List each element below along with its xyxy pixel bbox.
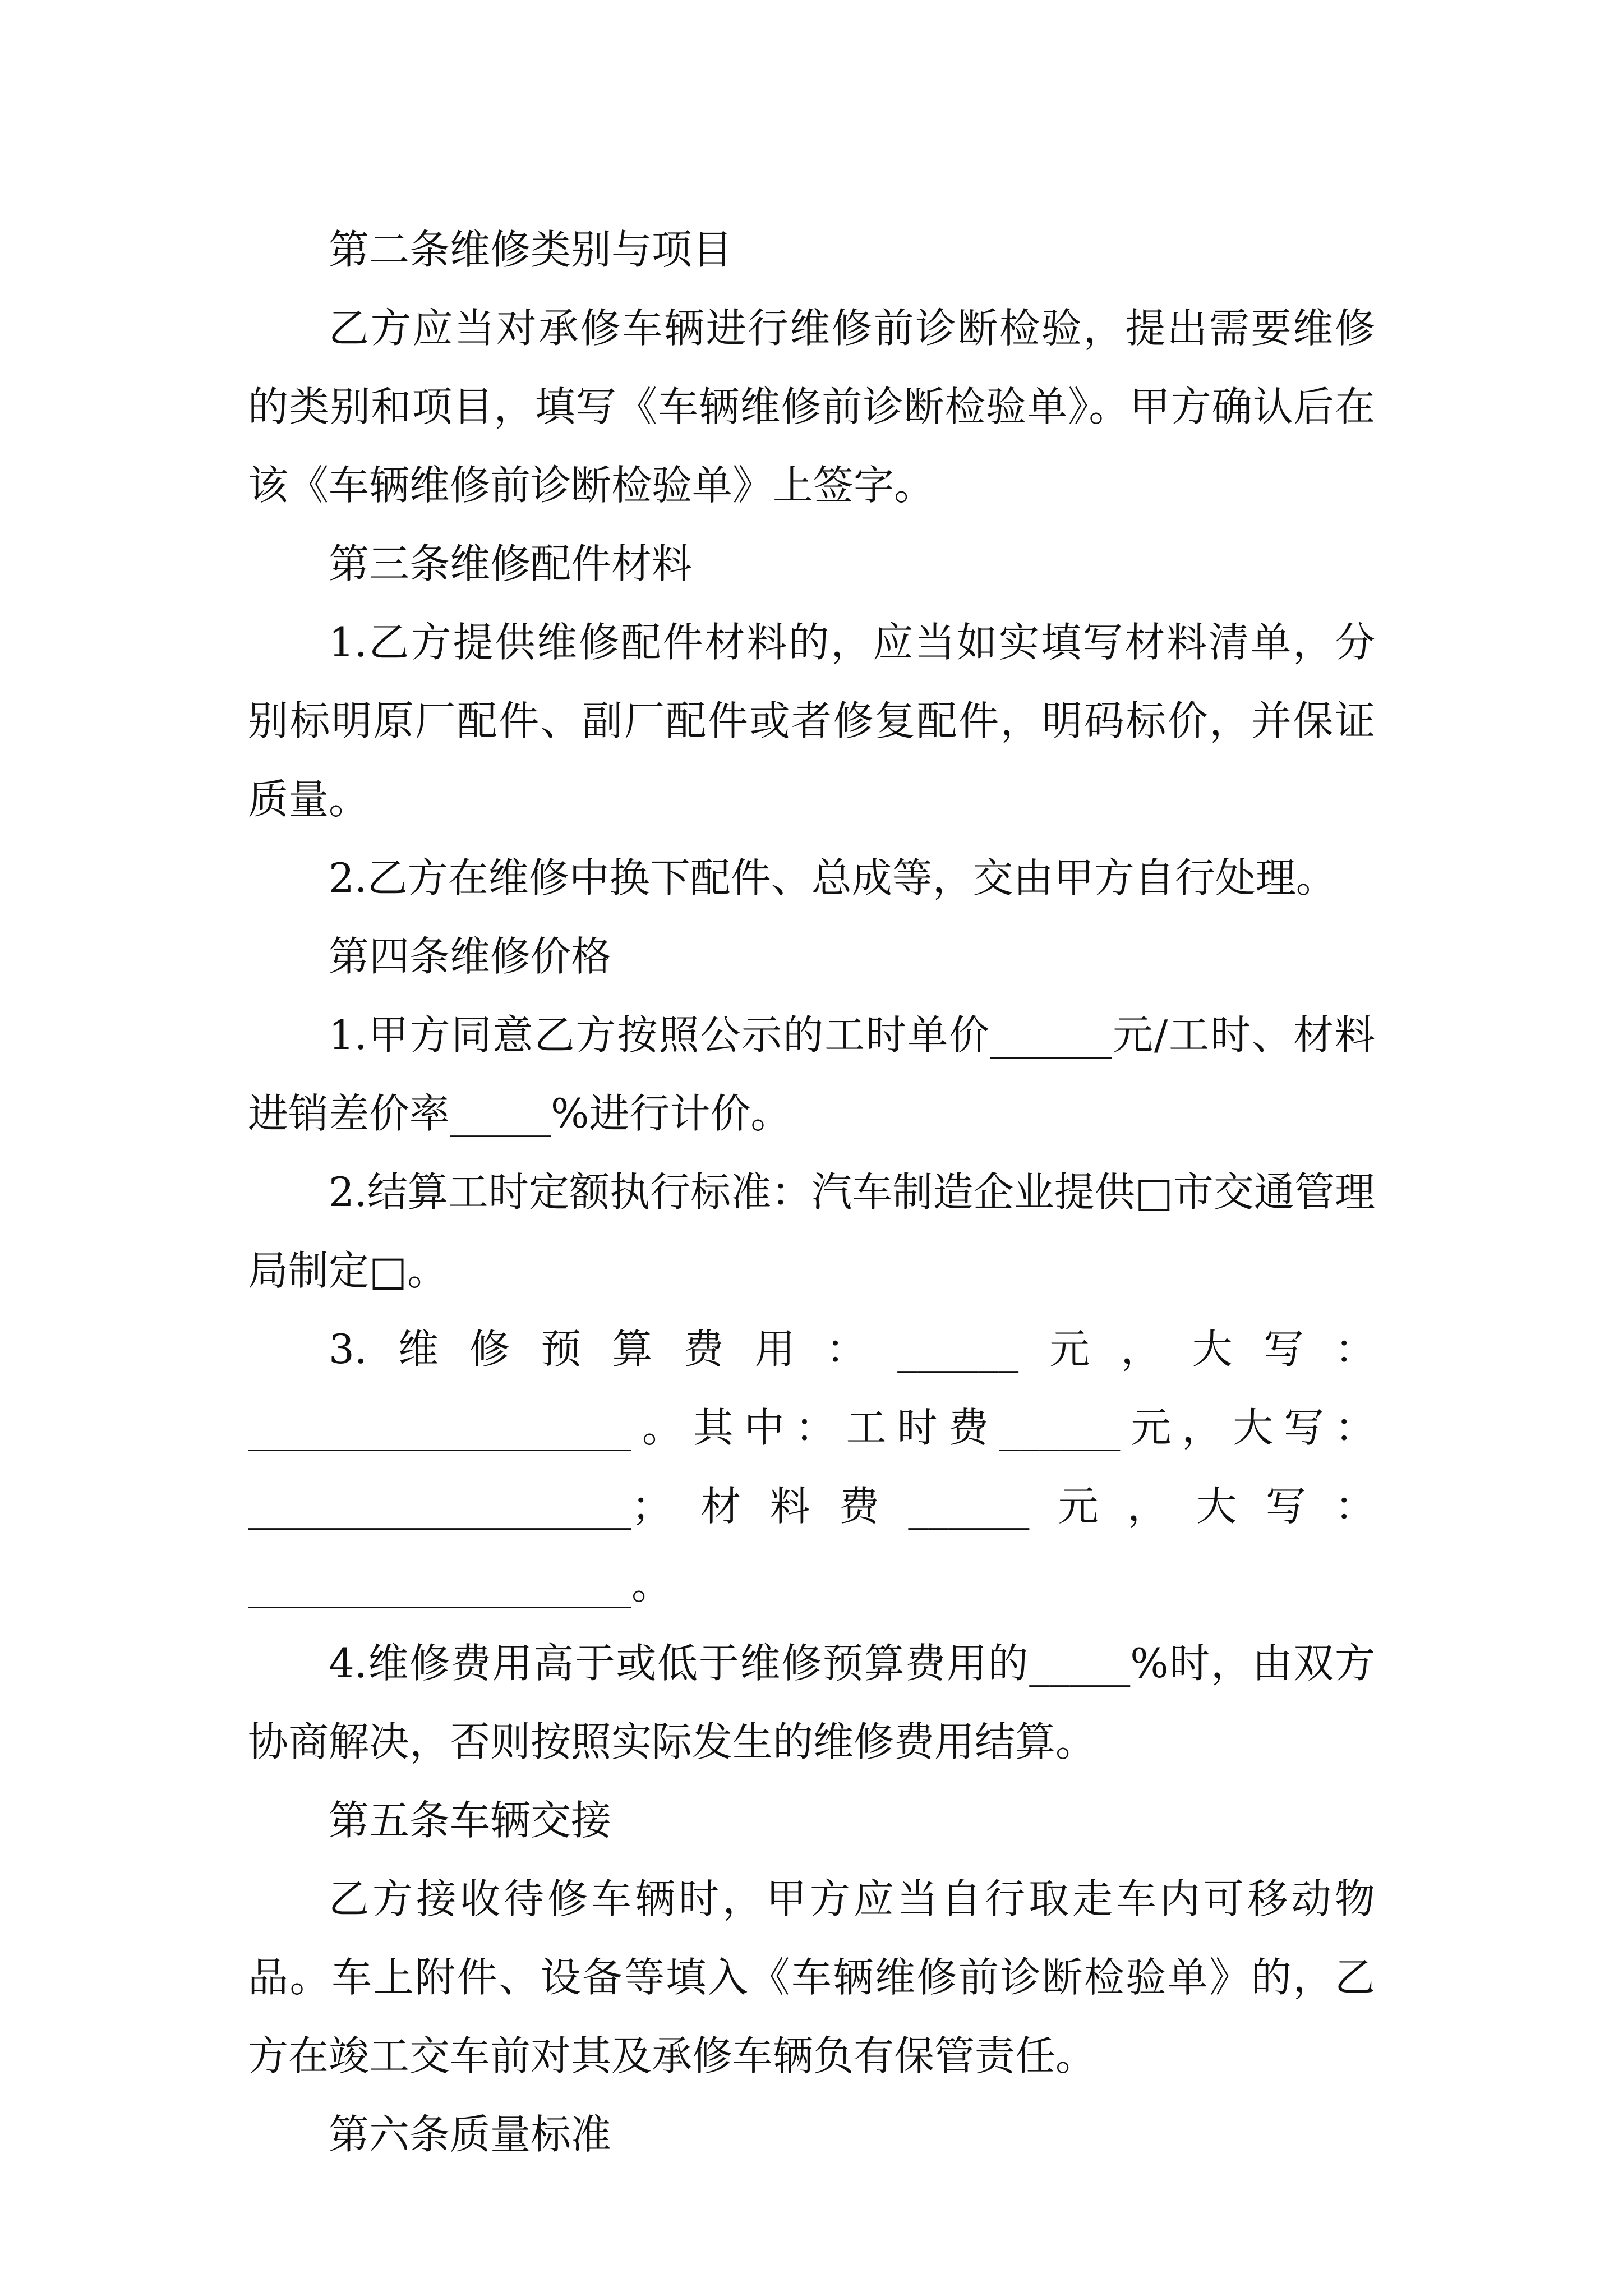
- article-4-item-1: 1.甲方同意乙方按照公示的工时单价______元/工时、材料进销差价率_____%进行计价。: [248, 1011, 1375, 1137]
- article-2-body: 乙方应当对承修车辆进行维修前诊断检验，提出需要维修的类别和项目，填写《车辆维修前诊断检验单》。甲方确认后在该《车辆维修前诊断检验单》上签字。: [248, 305, 1375, 509]
- article-4-item-3: 3.维修预算费用：______元，大写：___________________。其中：工时费______元，大写：___________________；材料费______元，大写：___________________。: [248, 1326, 1375, 1608]
- article-4-heading: 第四条维修价格: [329, 933, 612, 980]
- article-3-heading: 第三条维修配件材料: [329, 540, 693, 587]
- document-page: [248, 210, 1375, 2174]
- article-6-heading: 第六条质量标准: [329, 2111, 612, 2158]
- article-3-item-2: 2.乙方在维修中换下配件、总成等，交由甲方自行处理。: [329, 854, 1336, 901]
- article-5-heading: 第五条车辆交接: [329, 1797, 612, 1844]
- article-5-body: 乙方接收待修车辆时，甲方应当自行取走车内可移动物品。车上附件、设备等填入《车辆维修前诊断检验单》的，乙方在竣工交车前对其及承修车辆负有保管责任。: [248, 1875, 1375, 2079]
- article-3-item-1: 1.乙方提供维修配件材料的，应当如实填写材料清单，分别标明原厂配件、副厂配件或者修复配件，明码标价，并保证质量。: [248, 619, 1375, 823]
- article-4-item-2: 2.结算工时定额执行标准：汽车制造企业提供□市交通管理局制定□。: [248, 1168, 1375, 1294]
- article-4-item-4: 4.维修费用高于或低于维修预算费用的_____%时，由双方协商解决，否则按照实际发生的维修费用结算。: [248, 1640, 1375, 1765]
- article-2-heading: 第二条维修类别与项目: [329, 226, 733, 273]
